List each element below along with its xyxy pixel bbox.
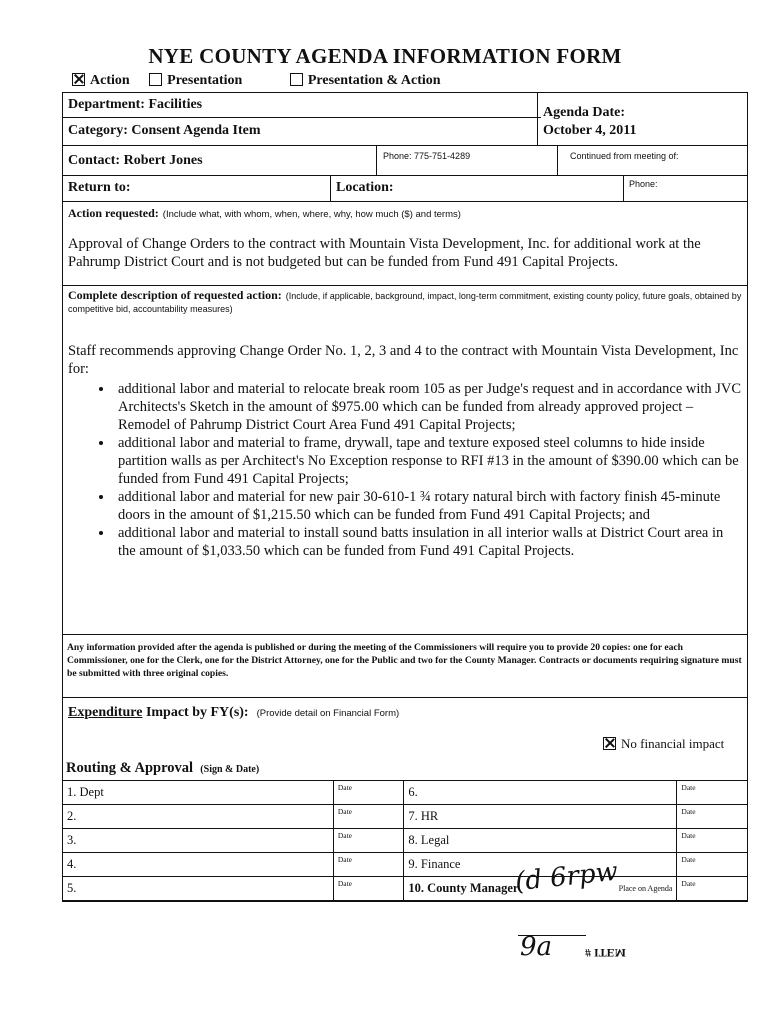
item-stamp: # ITEM	[585, 946, 627, 960]
table-row	[63, 877, 748, 901]
routing-left-date[interactable]: Date	[333, 853, 404, 877]
presentation-option[interactable]: Presentation	[149, 73, 242, 88]
contact: Contact: Robert Jones	[68, 153, 203, 168]
list-item: • additional labor and material to relocate break room 105 as per Judge's request and in accordance with JVC Architects's Sketch in the amount of $975.00 which can be funded from already approved project – Remodel of Pahrump District Court Area Fund 491 Capital Projects;	[114, 380, 744, 434]
routing-left-label[interactable]: 5.	[63, 877, 334, 901]
category: Category: Consent Agenda Item	[68, 123, 261, 138]
return-to: Return to:	[68, 180, 131, 195]
action-checkbox[interactable]	[72, 73, 85, 86]
routing-left-label[interactable]: 4.	[63, 853, 334, 877]
action-option[interactable]: Action	[72, 73, 130, 88]
no-financial-impact-checkbox[interactable]	[603, 737, 616, 750]
routing-left-date[interactable]: Date	[333, 877, 404, 901]
table-row	[63, 853, 748, 877]
routing-right-label[interactable]: 9. Finance	[404, 853, 677, 877]
department: Department: Facilities	[68, 97, 203, 112]
routing-left-label[interactable]: 3.	[63, 829, 334, 853]
list-item: • additional labor and material to install sound batts insulation in all interior walls at District Court area in the amount of $1,033.50 which can be funded from Fund 491 Capital Projects.	[114, 524, 744, 560]
routing-right-date[interactable]: Date	[677, 853, 748, 877]
routing-right-date[interactable]: Date	[677, 805, 748, 829]
presentation-checkbox[interactable]	[149, 73, 162, 86]
location: Location:	[336, 180, 394, 195]
agenda-date-value[interactable]: October 4, 2011	[543, 123, 637, 138]
list-item: • additional labor and material for new pair 30-610-1 ¾ rotary natural birch with factory finish 45-minute doors in the amount of $1,215.50 which can be funded from Fund 491 Capital Projects; and	[114, 488, 744, 524]
table-row	[63, 781, 748, 805]
contact-phone: Phone: 775-751-4289	[383, 151, 471, 161]
presentation-action-option[interactable]: Presentation & Action	[290, 73, 441, 88]
action-requested-text: Approval of Change Orders to the contract with Mountain Vista Development, Inc. for additional work at the Pahrump District Court and is not budgeted but can be funded from Fund 491 Capital Projects.	[68, 236, 701, 270]
routing-right-date[interactable]: Date	[677, 829, 748, 853]
agenda-date-label: Agenda Date:	[543, 105, 626, 120]
no-financial-impact[interactable]: No financial impact	[603, 736, 724, 752]
routing-left-date[interactable]: Date	[333, 781, 404, 805]
routing-right-label[interactable]: 6.	[404, 781, 677, 805]
list-item: • additional labor and material to frame, drywall, tape and texture exposed steel columns to hide inside partition walls as per Architect's No Exception response to RFI #13 in the amount of $390.00 which can be funded from Fund 491 Capital Projects;	[114, 434, 744, 488]
routing-right-date[interactable]: Date	[677, 877, 748, 901]
routing-left-label[interactable]: 1. Dept	[63, 781, 334, 805]
routing-title: Routing & Approval (Sign & Date)	[66, 760, 260, 776]
expenditure-heading: Expenditure Impact by FY(s): (Provide detail on Financial Form)	[68, 705, 400, 720]
agenda-item-number: 9a	[520, 932, 553, 962]
type-options	[72, 73, 441, 89]
description-list	[68, 380, 744, 560]
routing-left-date[interactable]: Date	[333, 805, 404, 829]
form-title: NYE COUNTY AGENDA INFORMATION FORM	[148, 44, 622, 68]
county-manager-signature: (d 6rpw	[513, 856, 620, 898]
description-heading: Complete description of requested action: (Include, if applicable, background, impact, long-term commitment, existing county policy, future goals, obtained by competitive bid, accountability measures)	[68, 288, 742, 314]
action-requested-heading: Action requested: (Include what, with whom, when, where, why, how much ($) and terms)	[68, 206, 461, 220]
submission-note: Any information provided after the agenda is published or during the meeting of the Commissioners will require you to provide 20 copies: one for each Commissioner, one for the Clerk, one for the District Attorney, one for the Public and two for the County Manager. Contracts or documents requiring signature must be submitted with three original copies.	[67, 642, 742, 679]
routing-right-label[interactable]: 10. County Manager Place on Agenda	[404, 877, 677, 901]
routing-right-label[interactable]: 8. Legal	[404, 829, 677, 853]
table-row	[63, 805, 748, 829]
routing-left-label[interactable]: 2.	[63, 805, 334, 829]
place-on-agenda: Place on Agenda	[618, 884, 673, 893]
routing-right-date[interactable]: Date	[677, 781, 748, 805]
presentation-action-checkbox[interactable]	[290, 73, 303, 86]
table-row	[63, 829, 748, 853]
description-body	[68, 342, 744, 560]
routing-right-label[interactable]: 7. HR	[404, 805, 677, 829]
routing-table	[62, 780, 748, 901]
description-intro: Staff recommends approving Change Order No. 1, 2, 3 and 4 to the contract with Mountain Vista Development, Inc for:	[68, 343, 739, 377]
continued-from: Continued from meeting of:	[570, 151, 679, 161]
phone-field: Phone:	[629, 179, 658, 189]
routing-left-date[interactable]: Date	[333, 829, 404, 853]
